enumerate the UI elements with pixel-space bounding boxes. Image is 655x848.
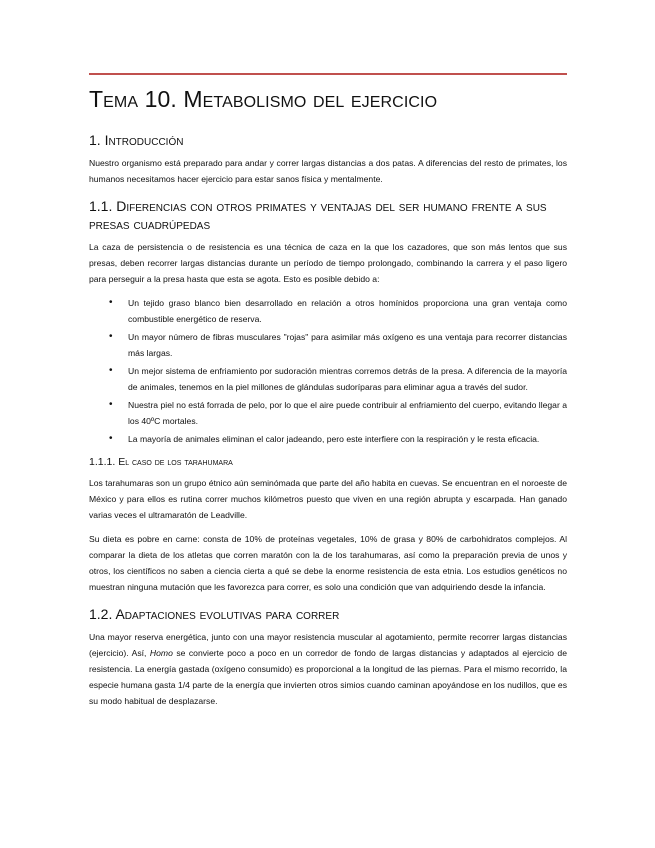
section-heading-adaptaciones: 1.2. Adaptaciones evolutivas para correr: [89, 606, 340, 622]
list-item: • Un mejor sistema de enfriamiento por sudoración mientras corremos detrás de la presa. A diferencia de la mayoría de animales, tenemos en la piel millones de glándulas sudoríparas para eliminar agua a través del sudor.: [109, 365, 567, 392]
list-item: • Un mayor número de fibras musculares "rojas" para asimilar más oxígeno es una ventaja para recorrer distancias más largas.: [109, 331, 567, 358]
list-item: • Un tejido graso blanco bien desarrollado en relación a otros homínidos proporciona una gran ventaja como combustible energético de reserva.: [109, 297, 567, 324]
bullet-icon: •: [109, 399, 113, 410]
bullet-icon: •: [109, 365, 113, 376]
title-rule: [89, 73, 567, 75]
paragraph-introduccion: Nuestro organismo está preparado para andar y correr largas distancias a dos patas. A diferencias del resto de primates, los humanos necesitamos hacer ejercicio para estar sanos física y mentalmente.: [89, 158, 567, 184]
bullet-icon: •: [109, 433, 113, 444]
document-page: [89, 73, 567, 717]
advantages-list: [89, 295, 567, 447]
paragraph-adaptaciones: Una mayor reserva energética, junto con una mayor resistencia muscular al agotamiento, permite recorrer largas distancias (ejercicio). Así, Homo se convierte poco a poco en un corredor de fondo de largas distancias y adaptados al ejercicio de resistencia. La energía gastada (oxígeno consumido) es proporcional a la longitud de las piernas. Para el mismo recorrido, la especie humana gasta 1/4 parte de la energía que invierten otros simios cuando caminan apoyándose en los nudillos, que es su modo habitual de desplazarse.: [89, 632, 567, 706]
page-title: Tema 10. Metabolismo del ejercicio: [89, 86, 438, 112]
section-heading-diferencias: 1.1. Diferencias con otros primates y ventajas del ser humano frente a sus presas cuadrúpedas: [89, 198, 547, 232]
section-heading-introduccion: 1. Introducción: [89, 132, 184, 148]
bullet-icon: •: [109, 331, 113, 342]
paragraph-caza-persistencia: La caza de persistencia o de resistencia es una técnica de caza en la que los cazadores, que son más lentos que sus presas, deben recorrer largas distancias durante un período de tiempo prolongado, combinando la carrera y el paso ligero para perseguir a la presa hasta que esta se agota. Esto es posible debido a:: [89, 242, 567, 284]
list-item: • Nuestra piel no está forrada de pelo, por lo que el aire puede contribuir al enfriamiento del cuerpo, evitando llegar a los 40ºC mortales.: [109, 399, 567, 426]
bullet-icon: •: [109, 297, 113, 308]
paragraph-tarahumaras: Los tarahumaras son un grupo étnico aún seminómada que parte del año habita en cuevas. Se encuentran en el noroeste de México y para ellos es rutina correr muchos kilómetros puesto que viven en una región abrupta y escarpada. Han ganado varias veces el ultramaratón de Leadville.: [89, 478, 567, 520]
subsection-heading-tarahumara: 1.1.1. El caso de los tarahumara: [89, 456, 233, 468]
list-item: • La mayoría de animales eliminan el calor jadeando, pero este interfiere con la respiración y le resta eficacia.: [128, 431, 567, 447]
paragraph-dieta: Su dieta es pobre en carne: consta de 10% de proteínas vegetales, 10% de grasa y 80% de carbohidratos complejos. Al comparar la dieta de los atletas que corren maratón con la de los tarahumaras, así como la preparación previa de unos y otros, los científicos no saben a ciencia cierta a qué se debe la enorme resistencia de esta etnia. Los estudios genéticos no muestran ninguna mutación que les favorezca para correr, es solo una condición que van adquiriendo desde la infancia.: [89, 534, 567, 592]
